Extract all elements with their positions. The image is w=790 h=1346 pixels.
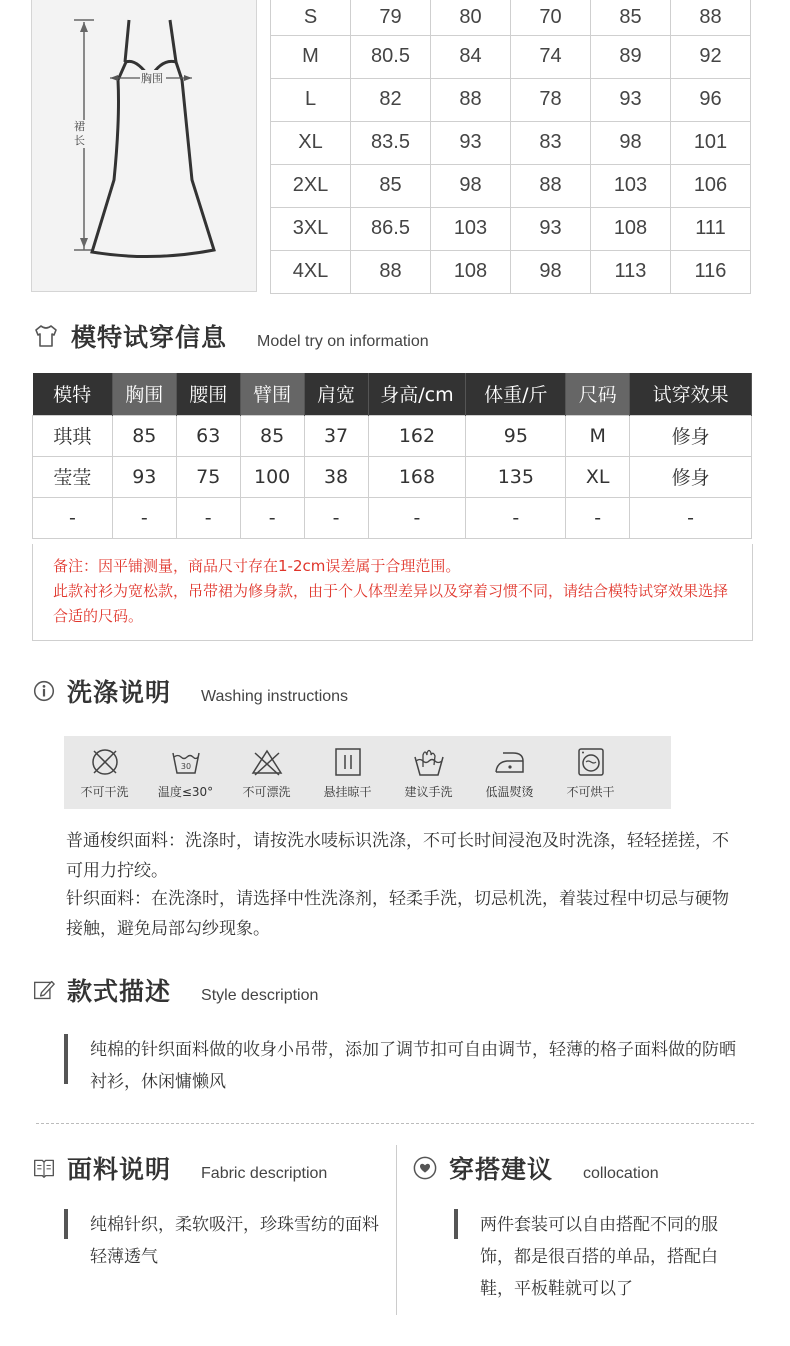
size-row	[271, 0, 751, 35]
wash-item	[388, 736, 469, 809]
wash-label: 不可干洗	[80, 785, 129, 799]
model-cell: -	[240, 497, 304, 538]
chest-label: 胸围	[141, 72, 163, 85]
washing-section-subtitle: Washing instructions	[201, 688, 349, 705]
wash-item	[226, 736, 307, 809]
model-cell: 修身	[630, 456, 752, 497]
model-cell: -	[176, 497, 240, 538]
model-section-subtitle: Model try on information	[257, 333, 429, 350]
model-row	[33, 497, 752, 538]
size-row	[271, 250, 751, 293]
length-label: 裙长	[74, 120, 85, 147]
dress-outline-icon	[32, 0, 258, 292]
wash-item	[307, 736, 388, 809]
model-table-header: 模特	[33, 373, 113, 415]
model-cell: XL	[566, 456, 630, 497]
model-row	[33, 415, 752, 456]
size-row	[271, 121, 751, 164]
model-cell: 37	[304, 415, 368, 456]
size-value-cell: 74	[511, 35, 591, 78]
model-table	[32, 373, 752, 539]
size-value-cell: 83	[511, 121, 591, 164]
low-iron-icon	[493, 745, 527, 779]
no-dry-clean-icon	[88, 745, 122, 779]
collocation-description-text: 两件套装可以自由搭配不同的服饰，都是很百搭的单品，搭配白鞋，平板鞋就可以了	[480, 1215, 718, 1299]
size-value-cell: 82	[351, 78, 431, 121]
edit-icon	[33, 979, 55, 1001]
style-section-title: 款式描述	[67, 977, 172, 1006]
model-cell: 38	[304, 456, 368, 497]
model-cell: 修身	[630, 415, 752, 456]
model-cell: -	[630, 497, 752, 538]
size-value-cell: 88	[671, 0, 751, 35]
wash-item	[469, 736, 550, 809]
size-value-cell: 106	[671, 164, 751, 207]
fabric-section-subtitle: Fabric description	[201, 1165, 328, 1182]
quote-bar	[64, 1034, 68, 1084]
size-value-cell: 70	[511, 0, 591, 35]
model-table-header: 腰围	[176, 373, 240, 415]
wash-30-icon	[169, 745, 203, 779]
size-row	[271, 78, 751, 121]
fabric-description-text: 纯棉针织，柔软吸汗，珍珠雪纺的面料轻薄透气	[90, 1215, 379, 1267]
size-value-cell: 103	[591, 164, 671, 207]
model-cell: 95	[466, 415, 566, 456]
wash-item	[550, 736, 631, 809]
wash-label: 不可漂洗	[242, 785, 291, 799]
size-value-cell: 89	[591, 35, 671, 78]
style-section-header	[33, 972, 318, 1008]
dress-diagram	[31, 0, 257, 292]
model-cell: 75	[176, 456, 240, 497]
size-value-cell: 85	[351, 164, 431, 207]
model-cell: -	[368, 497, 466, 538]
model-table-header: 肩宽	[304, 373, 368, 415]
model-row	[33, 456, 752, 497]
fabric-section-header	[33, 1150, 327, 1186]
collocation-section-subtitle: collocation	[583, 1165, 659, 1182]
size-value-cell: 116	[671, 250, 751, 293]
size-value-cell: 98	[431, 164, 511, 207]
divider	[36, 1123, 754, 1124]
model-table-header: 胸围	[112, 373, 176, 415]
model-section-title: 模特试穿信息	[71, 323, 228, 352]
size-value-cell: 92	[671, 35, 751, 78]
size-value-cell: 98	[511, 250, 591, 293]
size-value-cell: 93	[511, 207, 591, 250]
model-cell: -	[466, 497, 566, 538]
model-table-header: 身高/cm	[368, 373, 466, 415]
size-value-cell: 84	[431, 35, 511, 78]
model-cell: 135	[466, 456, 566, 497]
size-label-cell: L	[271, 78, 351, 121]
model-cell: 100	[240, 456, 304, 497]
no-bleach-icon	[250, 745, 284, 779]
size-value-cell: 111	[671, 207, 751, 250]
wash-label: 低温熨烫	[485, 785, 534, 799]
wash-label: 悬挂晾干	[323, 785, 372, 799]
size-value-cell: 93	[591, 78, 671, 121]
svg-text:30: 30	[180, 762, 191, 771]
model-table-header: 臂围	[240, 373, 304, 415]
model-cell: -	[112, 497, 176, 538]
fabric-section-title: 面料说明	[67, 1155, 172, 1184]
note-box	[32, 544, 753, 641]
model-cell: 162	[368, 415, 466, 456]
size-value-cell: 78	[511, 78, 591, 121]
wash-label: 不可烘干	[566, 785, 615, 799]
size-value-cell: 80	[431, 0, 511, 35]
size-value-cell: 88	[351, 250, 431, 293]
model-table-header: 体重/斤	[466, 373, 566, 415]
size-value-cell: 108	[591, 207, 671, 250]
column-divider	[396, 1145, 397, 1315]
no-tumble-dry-icon	[574, 745, 608, 779]
size-value-cell: 83.5	[351, 121, 431, 164]
model-cell: 63	[176, 415, 240, 456]
wash-item	[64, 736, 145, 809]
size-row	[271, 35, 751, 78]
model-cell: M	[566, 415, 630, 456]
size-label-cell: M	[271, 35, 351, 78]
model-cell: -	[304, 497, 368, 538]
model-cell: 168	[368, 456, 466, 497]
note-line-1: 备注：因平铺测量，商品尺寸存在1-2cm误差属于合理范围。	[53, 557, 461, 575]
size-value-cell: 88	[511, 164, 591, 207]
book-icon	[33, 1157, 55, 1179]
washing-section-header	[33, 673, 348, 709]
wash-label: 建议手洗	[404, 785, 453, 799]
size-label-cell: 2XL	[271, 164, 351, 207]
quote-bar	[454, 1209, 458, 1239]
style-description-text: 纯棉的针织面料做的收身小吊带，添加了调节扣可自由调节，轻薄的格子面料做的防晒衬衫，休闲慵懒风	[90, 1040, 736, 1092]
wash-item	[145, 736, 226, 809]
size-label-cell: 3XL	[271, 207, 351, 250]
hang-dry-icon	[331, 745, 365, 779]
heart-icon	[413, 1156, 437, 1180]
model-cell: -	[566, 497, 630, 538]
size-label-cell: S	[271, 0, 351, 35]
size-value-cell: 86.5	[351, 207, 431, 250]
size-value-cell: 85	[591, 0, 671, 35]
size-value-cell: 113	[591, 250, 671, 293]
model-section-header	[33, 318, 429, 354]
model-cell: 莹莹	[33, 456, 113, 497]
washing-text-knit: 针织面料：在洗涤时，请选择中性洗涤剂，轻柔手洗，切忌机洗，着装过程中切忌与硬物接触，避免局部勾纱现象。	[66, 889, 729, 939]
note-line-2: 此款衬衫为宽松款，吊带裙为修身款，由于个人体型差异以及穿着习惯不同，请结合模特试穿效果选择合适的尺码。	[53, 582, 729, 625]
collocation-section-title: 穿搭建议	[449, 1155, 554, 1184]
size-table	[270, 0, 751, 294]
size-value-cell: 80.5	[351, 35, 431, 78]
size-value-cell: 79	[351, 0, 431, 35]
size-value-cell: 93	[431, 121, 511, 164]
size-label-cell: XL	[271, 121, 351, 164]
washing-text-woven: 普通梭织面料：洗涤时，请按洗水唛标识洗涤，不可长时间浸泡及时洗涤，轻轻搓搓，不可用力拧绞。	[66, 831, 729, 881]
size-label-cell: 4XL	[271, 250, 351, 293]
info-icon	[33, 680, 55, 702]
model-cell: 琪琪	[33, 415, 113, 456]
washing-section-title: 洗涤说明	[67, 678, 172, 707]
size-row	[271, 207, 751, 250]
size-value-cell: 103	[431, 207, 511, 250]
tshirt-icon	[33, 323, 59, 349]
quote-bar	[64, 1209, 68, 1239]
size-value-cell: 108	[431, 250, 511, 293]
size-value-cell: 101	[671, 121, 751, 164]
size-row	[271, 164, 751, 207]
model-table-header: 试穿效果	[630, 373, 752, 415]
hand-wash-icon	[412, 745, 446, 779]
wash-label: 温度≤30°	[157, 785, 214, 799]
model-cell: 93	[112, 456, 176, 497]
model-cell: 85	[112, 415, 176, 456]
style-section-subtitle: Style description	[201, 987, 319, 1004]
washing-icon-bar	[64, 736, 671, 809]
model-table-header: 尺码	[566, 373, 630, 415]
model-cell: 85	[240, 415, 304, 456]
model-cell: -	[33, 497, 113, 538]
size-value-cell: 98	[591, 121, 671, 164]
size-value-cell: 96	[671, 78, 751, 121]
collocation-section-header	[413, 1150, 659, 1186]
size-value-cell: 88	[431, 78, 511, 121]
